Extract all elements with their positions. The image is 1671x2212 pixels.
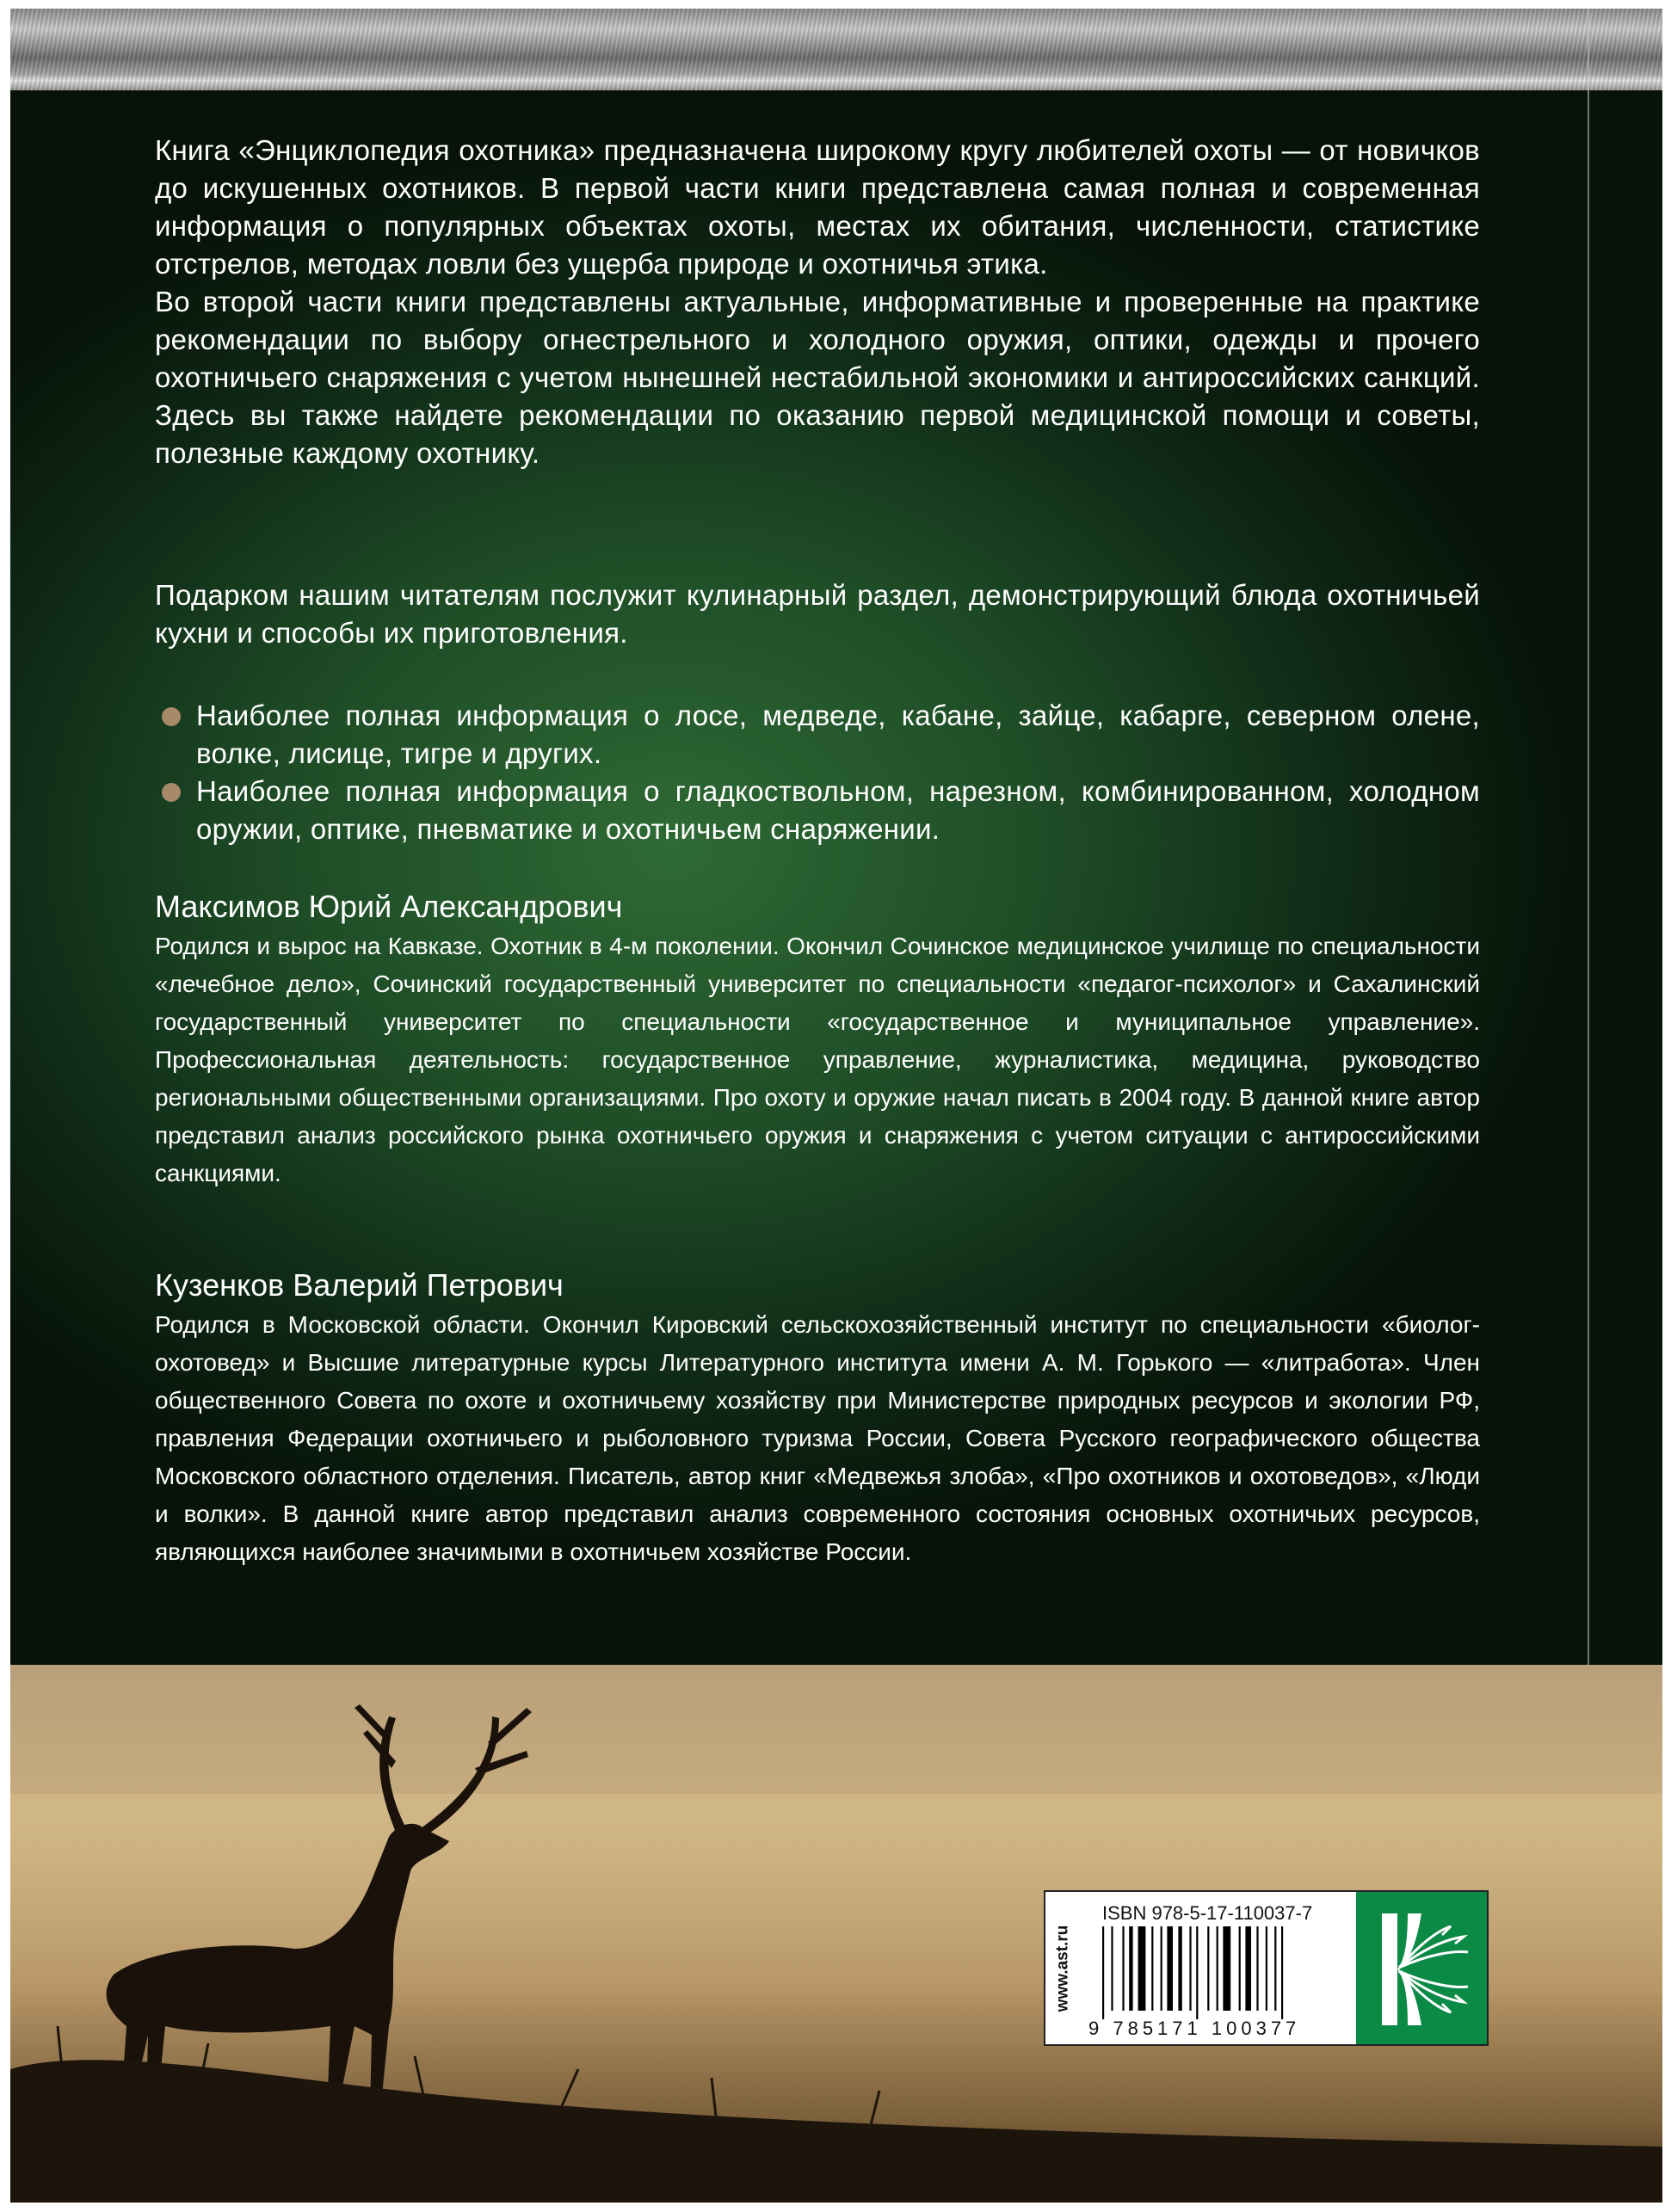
spine-line: [1588, 9, 1589, 1665]
ean-number: 9 785171 100377: [1088, 2018, 1301, 2039]
culinary-paragraph: Подарком нашим читателям послужит кулинарный раздел, демонстрирующий блюда охотничьей кухни и способы их приготовления.: [155, 579, 1480, 649]
bullet-icon: [162, 707, 181, 726]
barcode-label: [1044, 1890, 1489, 2046]
gift-section: [155, 576, 1480, 652]
author-name: Максимов Юрий Александрович: [155, 889, 623, 924]
feature-text: Наиболее полная информация о лосе, медведе, кабане, зайце, кабарге, северном олене, волке, лисице, тигре и других.: [196, 699, 1480, 769]
description-section: [155, 132, 1480, 472]
feature-item: [155, 697, 1480, 773]
author-bio: Родился в Московской области. Окончил Кировский сельскохозяйственный институт по специальности «биолог-охотовед» и Высшие литературные курсы Литературного института имени А. М. Горького — «литработа». Член общественного Совета по охоте и охотничьему хозяйству при Министерстве природных ресурсов и экологии РФ, правления Федерации охотничьего и рыболовного туризма России, Совета Русского географического общества Московского областного отделения. Писатель, автор книг «Медвежья злоба», «Про охотников и охотоведов», «Люди и волки». В данной книге автор представил анализ современного состояния основных охотничьих ресурсов, являющихся наиболее значимыми в охотничьем хозяйстве России.: [155, 1311, 1480, 1565]
bullet-icon: [162, 783, 181, 802]
description-paragraph: Книга «Энциклопедия охотника» предназначена широкому кругу любителей охоты — от новичков до искушенных охотников. В первой части книги представлена самая полная и современная информация о популярных объектах охоты, местах их обитания, численности, статистике отстрелов, методах ловли без ущерба природе и охотничья этика.: [155, 134, 1480, 280]
author-bio: Родился и вырос на Кавказе. Охотник в 4-м поколении. Окончил Сочинское медицинское училище по специальности «лечебное дело», Сочинский государственный университет по специальности «педагог-психолог» и Сахалинский государственный университет по специальности «государственное и муниципальное управление». Профессиональная деятельность: государственное управление, журналистика, медицина, руководство региональными общественными организациями. Про охоту и оружие начал писать в 2004 году. В данной книге автор представил анализ российского рынка охотничьего оружия и снаряжения с учетом ситуации с антироссийскими санкциями.: [155, 933, 1480, 1186]
metallic-band: [10, 9, 1662, 90]
feature-list: [155, 697, 1480, 848]
description-paragraph: Во второй части книги представлены актуальные, информативные и проверенные на практике рекомендации по выбору огнестрельного и холодного оружия, оптики, одежды и прочего охотничьего снаряжения с учетом нынешней нестабильной экономики и антироссийских санкций. Здесь вы также найдете рекомендации по оказанию первой медицинской помощи и советы, полезные каждому охотнику.: [155, 286, 1480, 469]
url-text: www.ast.ru: [1053, 1925, 1071, 2012]
barcode-icon: [1102, 1926, 1313, 2019]
book-back-cover: [10, 9, 1662, 2203]
feature-text: Наиболее полная информация о гладкоствольном, нарезном, комбинированном, холодном оружии, оптике, пневматике и охотничьем снаряжении.: [196, 775, 1480, 845]
author-1: [155, 886, 1480, 1192]
feature-item: [155, 773, 1480, 848]
author-2: [155, 1265, 1480, 1571]
author-name: Кузенков Валерий Петрович: [155, 1267, 564, 1303]
publisher-url: [1049, 1892, 1076, 2044]
publisher-logo: [1356, 1892, 1487, 2044]
book-k-logo-icon: [1356, 1892, 1487, 2044]
isbn-text: ISBN 978-5-17-110037-7: [1102, 1902, 1313, 1924]
